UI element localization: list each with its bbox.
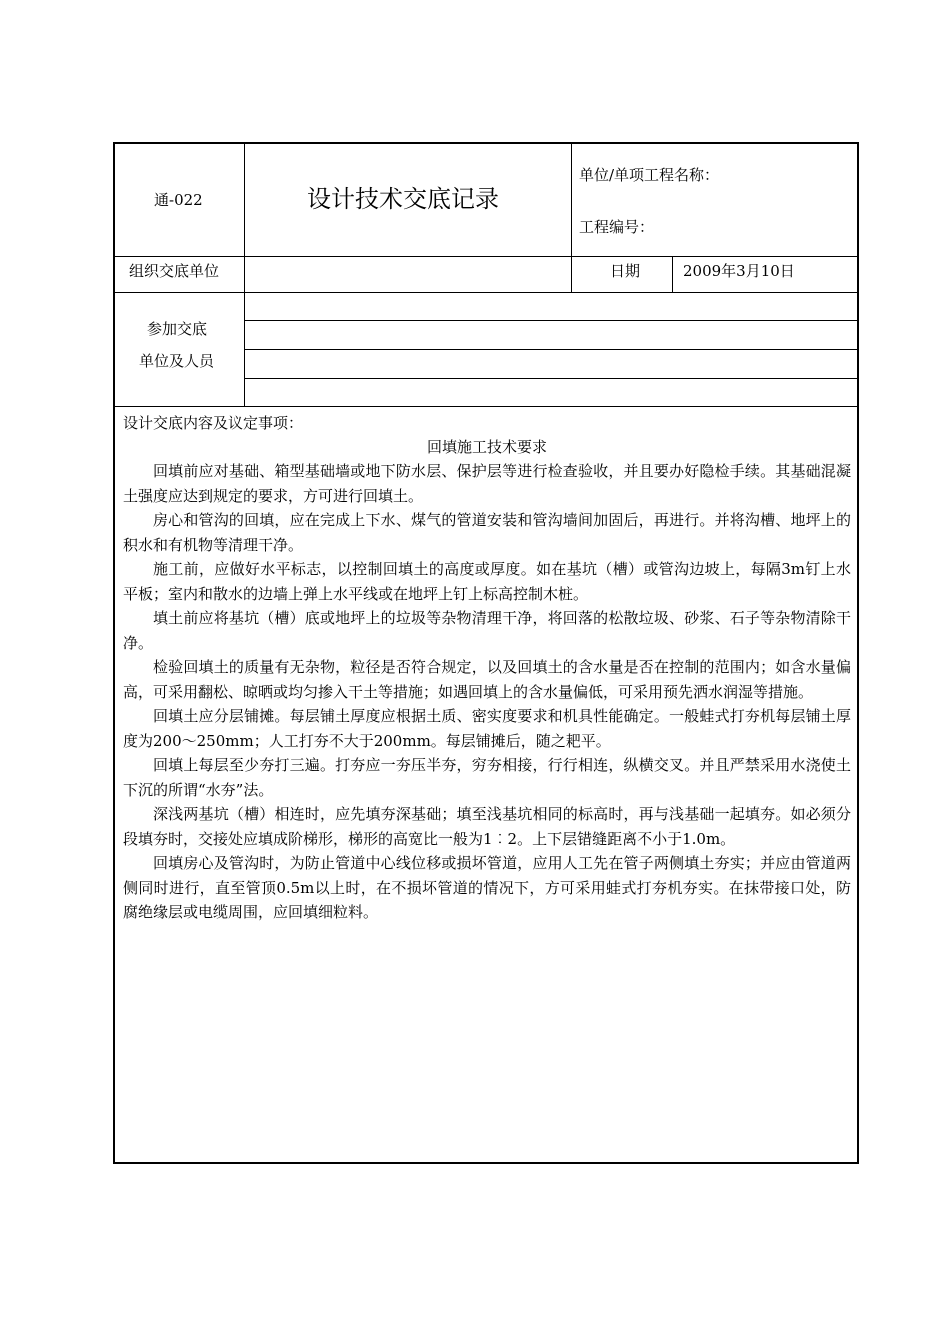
form-code: 通-022	[154, 191, 203, 209]
column-divider-date	[672, 256, 673, 292]
content-paragraph: 检验回填土的质量有无杂物，粒径是否符合规定，以及回填土的含水量是否在控制的范围内；如含水量偏高，可采用翻松、晾晒或均匀掺入干土等措施；如遇回填上的含水量偏低，可采用预先洒水润湿等措施。	[123, 658, 851, 701]
row-divider-header	[115, 256, 857, 257]
content-paragraph: 回填房心及管沟时，为防止管道中心线位移或损坏管道，应用人工先在管子两侧填土夯实；并应由管道两侧同时进行，直至管顶0.5m以上时，在不损坏管道的情况下，方可采用蛙式打夯机夯实。在抹带接口处，防腐绝缘层或电缆周围，应回填细粒料。	[123, 854, 851, 921]
date-value: 2009年3月10日	[683, 262, 795, 280]
participants-label-line1: 参加交底	[147, 320, 208, 338]
content-subtitle: 回填施工技术要求	[426, 438, 547, 456]
row-divider-participants	[115, 406, 857, 407]
content-paragraph: 填土前应将基坑（槽）底或地坪上的垃圾等杂物清理干净，将回落的松散垃圾、砂浆、石子等杂物清除干净。	[123, 609, 851, 652]
org-label: 组织交底单位	[129, 262, 220, 280]
participants-label-line2: 单位及人员	[139, 352, 215, 370]
project-name-label: 单位/单项工程名称：	[579, 166, 720, 184]
page-title: 设计技术交底记录	[307, 185, 499, 213]
disclosure-content	[123, 411, 851, 925]
column-divider-right	[571, 144, 572, 292]
content-lead: 设计交底内容及议定事项：	[123, 414, 304, 432]
content-paragraph: 施工前，应做好水平标志，以控制回填土的高度或厚度。如在基坑（槽）或管沟边坡上，每隔3m钉上水平板；室内和散水的边墙上弹上水平线或在地坪上钉上标高控制木桩。	[123, 560, 851, 603]
column-divider-left	[244, 144, 245, 406]
content-paragraph: 房心和管沟的回填，应在完成上下水、煤气的管道安装和管沟墙间加固后，再进行。并将沟槽、地坪上的积水和有机物等清理干净。	[123, 511, 851, 554]
content-paragraph: 回填上每层至少夯打三遍。打夯应一夯压半夯，穷夯相接，行行相连，纵横交叉。并且严禁采用水浇使土下沉的所谓“水夯”法。	[123, 756, 851, 799]
date-label: 日期	[610, 262, 641, 280]
participant-line	[244, 320, 857, 321]
participant-line	[244, 378, 857, 379]
content-paragraph: 深浅两基坑（槽）相连时，应先填夯深基础；填至浅基坑相同的标高时，再与浅基础一起填夯。如必须分段填夯时，交接处应填成阶梯形，梯形的高宽比一般为1︰2。上下层错缝距离不小于1.0m。	[123, 805, 851, 848]
participant-line	[244, 349, 857, 350]
content-paragraph: 回填土应分层铺摊。每层铺土厚度应根据土质、密实度要求和机具性能确定。一般蛙式打夯机每层铺土厚度为200～250mm；人工打夯不大于200mm。每层铺摊后，随之耙平。	[123, 707, 851, 750]
row-divider-org	[115, 292, 857, 293]
project-number-label: 工程编号：	[579, 218, 655, 236]
content-paragraph: 回填前应对基础、箱型基础墙或地下防水层、保护层等进行检查验收，并且要办好隐检手续。其基础混凝土强度应达到规定的要求，方可进行回填土。	[123, 462, 851, 505]
disclosure-form	[113, 142, 859, 1164]
